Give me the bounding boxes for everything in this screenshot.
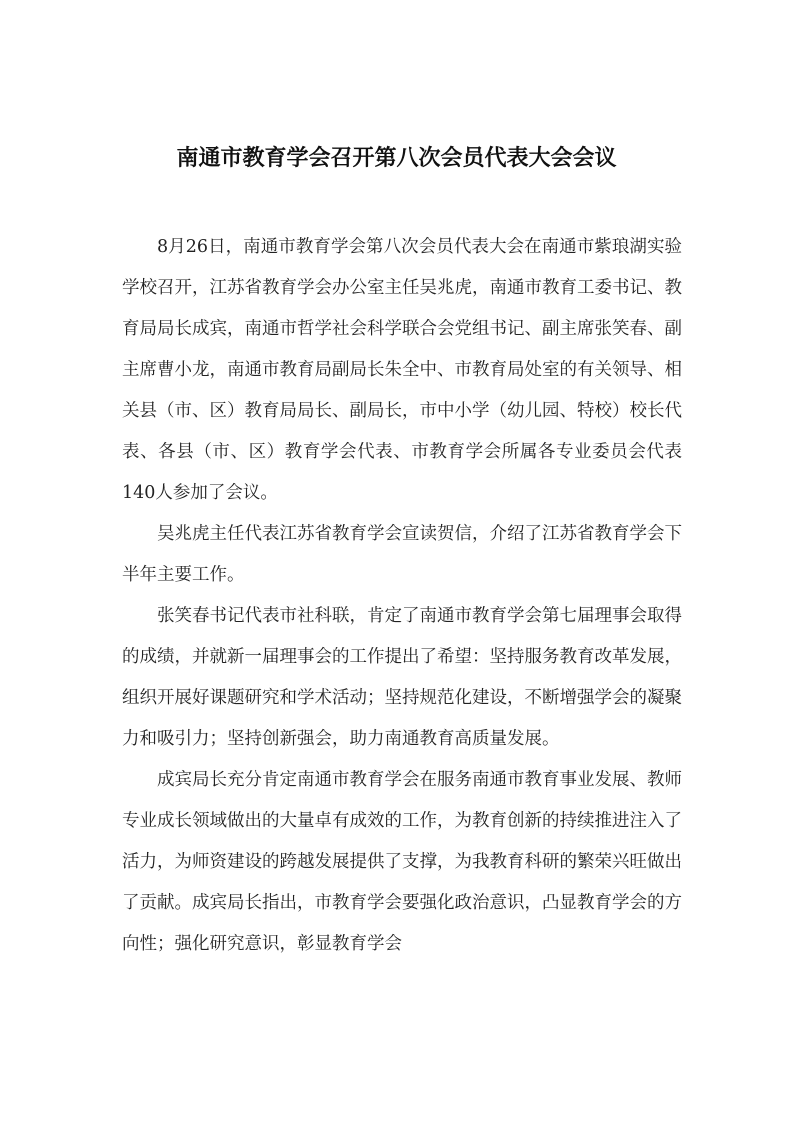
document-body: [122, 227, 682, 965]
body-paragraph: 成宾局长充分肯定南通市教育学会在服务南通市教育事业发展、教师专业成长领域做出的大量卓有成效的工作，为教育创新的持续推进注入了活力，为师资建设的跨越发展提供了支撑，为我教育科研的繁荣兴旺做出了贡献。成宾局长指出，市教育学会要强化政治意识，凸显教育学会的方向性；强化研究意识，彰显教育学会: [122, 770, 682, 954]
document-title: 南通市教育学会召开第八次会员代表大会会议: [176, 145, 617, 171]
body-paragraph: 张笑春书记代表市社科联，肯定了南通市教育学会第七届理事会取得的成绩，并就新一届理事会的工作提出了希望：坚持服务教育改革发展，组织开展好课题研究和学术活动；坚持规范化建设，不断增强学会的凝聚力和吸引力；坚持创新强会，助力南通教育高质量发展。: [122, 606, 682, 749]
body-paragraph: 吴兆虎主任代表江苏省教育学会宣读贺信，介绍了江苏省教育学会下半年主要工作。: [122, 524, 682, 585]
body-paragraph: 8月26日，南通市教育学会第八次会员代表大会在南通市紫琅湖实验学校召开，江苏省教育学会办公室主任吴兆虎，南通市教育工委书记、教育局局长成宾，南通市哲学社会科学联合会党组书记、副主席张笑春、副主席曹小龙，南通市教育局副局长朱全中、市教育局处室的有关领导、相关县（市、区）教育局局长、副局长，市中小学（幼儿园、特校）校长代表、各县（市、区）教育学会代表、市教育学会所属各专业委员会代表140人参加了会议。: [122, 237, 682, 503]
